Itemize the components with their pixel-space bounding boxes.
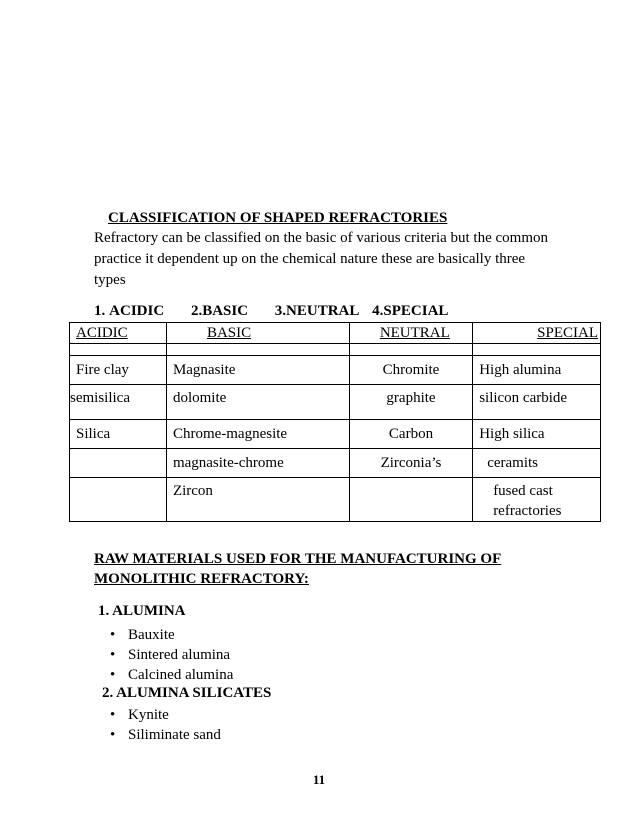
refractory-classification-table <box>69 322 601 522</box>
table-cell <box>70 449 167 478</box>
alumina-list <box>106 625 233 685</box>
header-neutral: NEUTRAL <box>349 323 472 344</box>
list-item: • Bauxite <box>106 625 233 645</box>
table-row <box>70 478 601 522</box>
type-neutral: 3.NEUTRAL <box>274 303 360 319</box>
table-header-row <box>70 323 601 344</box>
header-acidic: ACIDIC <box>70 323 167 344</box>
section-heading-alumina-silicates: 2. ALUMINA SILICATES <box>102 685 272 701</box>
table-cell <box>70 478 167 522</box>
table-row <box>70 356 601 385</box>
list-item: • Calcined alumina <box>106 665 233 685</box>
intro-paragraph: Refractory can be classified on the basic of various criteria but the common practice it dependent up on the chemical nature these are basically three types <box>94 230 548 288</box>
table-row <box>70 420 601 449</box>
table-row <box>70 449 601 478</box>
table-cell: Chrome-magnesite <box>166 420 349 449</box>
list-item: • Kynite <box>106 705 221 725</box>
table-cell <box>349 478 472 522</box>
table-cell: magnasite-chrome <box>166 449 349 478</box>
table-cell: semisilica <box>70 385 167 420</box>
list-item: • Sintered alumina <box>106 645 233 665</box>
alumina-silicates-list <box>106 705 221 745</box>
list-item: • Siliminate sand <box>106 725 221 745</box>
table-row <box>70 385 601 420</box>
table-cell: Zircon <box>166 478 349 522</box>
table-cell: dolomite <box>166 385 349 420</box>
section-heading-alumina: 1. ALUMINA <box>98 603 186 619</box>
table-cell: graphite <box>349 385 472 420</box>
table-cell: High alumina <box>473 356 601 385</box>
table-cell: Chromite <box>349 356 472 385</box>
type-basic: 2.BASIC <box>190 303 249 319</box>
page-number: 11 <box>312 772 326 787</box>
table-cell: Fire clay <box>70 356 167 385</box>
header-special: SPECIAL <box>473 323 601 344</box>
raw-materials-heading: RAW MATERIALS USED FOR THE MANUFACTURING OF MONOLITHIC REFRACTORY: <box>94 551 502 587</box>
type-special: 4.SPECIAL <box>372 303 449 319</box>
table-cell: Carbon <box>349 420 472 449</box>
table-cell: ceramits <box>473 449 601 478</box>
header-basic: BASIC <box>166 323 349 344</box>
table-cell: Zirconia’s <box>349 449 472 478</box>
section-title: CLASSIFICATION OF SHAPED REFRACTORIES <box>108 210 448 226</box>
table-spacer-row <box>70 344 601 356</box>
types-list <box>94 303 470 320</box>
table-cell: fused cast refractories <box>473 478 601 522</box>
type-acidic: 1. ACIDIC <box>94 303 165 319</box>
table-cell: High silica <box>473 420 601 449</box>
table-cell: silicon carbide <box>473 385 601 420</box>
table-cell: Magnasite <box>166 356 349 385</box>
table-cell: Silica <box>70 420 167 449</box>
